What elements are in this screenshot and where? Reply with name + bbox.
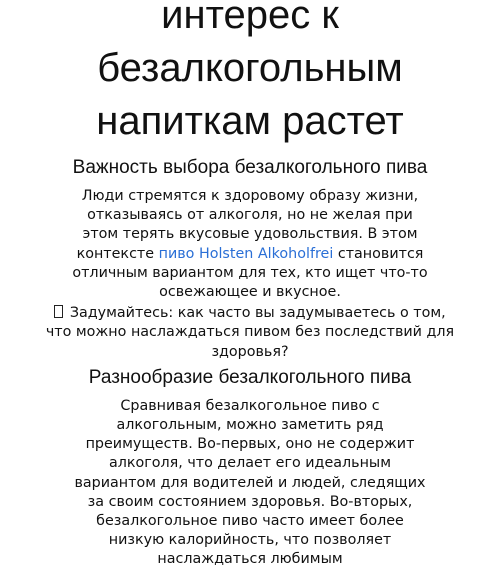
section-title: Разнообразие безалкогольного пива — [88, 366, 412, 388]
headline-line: интерес к — [161, 0, 339, 37]
note-text: Задумайтесь: как часто вы задумываетесь о том, что можно наслаждаться пивом без последствий для здоровья? — [45, 305, 455, 360]
paragraph-text: становится отличным вариантом для тех, кто ищет что-то освежающее и вкусное. — [72, 245, 428, 301]
section-paragraph — [69, 187, 431, 302]
section-title: Важность выбора безалкогольного пива — [72, 157, 428, 178]
section-paragraph: Сравнивая безалкогольное пиво с алкогольным, можно заметить ряд преимуществ. Во-первых, оно не содержит алкоголя, что делает его идеальным вариантом для водителей и людей, следящих за своим состоянием здоровья. Во-вторых, безалкогольное пиво часто имеет более низкую калорийность, что позволяет наслаждаться любимым — [74, 397, 426, 568]
missing-glyph-icon — [54, 305, 63, 318]
article-headline — [35, 0, 465, 148]
headline-line: безалкогольным — [97, 46, 403, 90]
reflection-note — [40, 304, 460, 362]
section-importance — [0, 156, 500, 362]
section-variety — [0, 366, 500, 570]
holsten-alkoholfrei-link[interactable]: пиво Holsten Alkoholfrei — [158, 245, 334, 262]
headline-line: напиткам растет — [96, 99, 404, 143]
paragraph-text: Люди стремятся к здоровому образу жизни, отказываясь от алкоголя, но не желая при этом терять вкусовые удовольствия. В этом контексте — [76, 188, 419, 262]
